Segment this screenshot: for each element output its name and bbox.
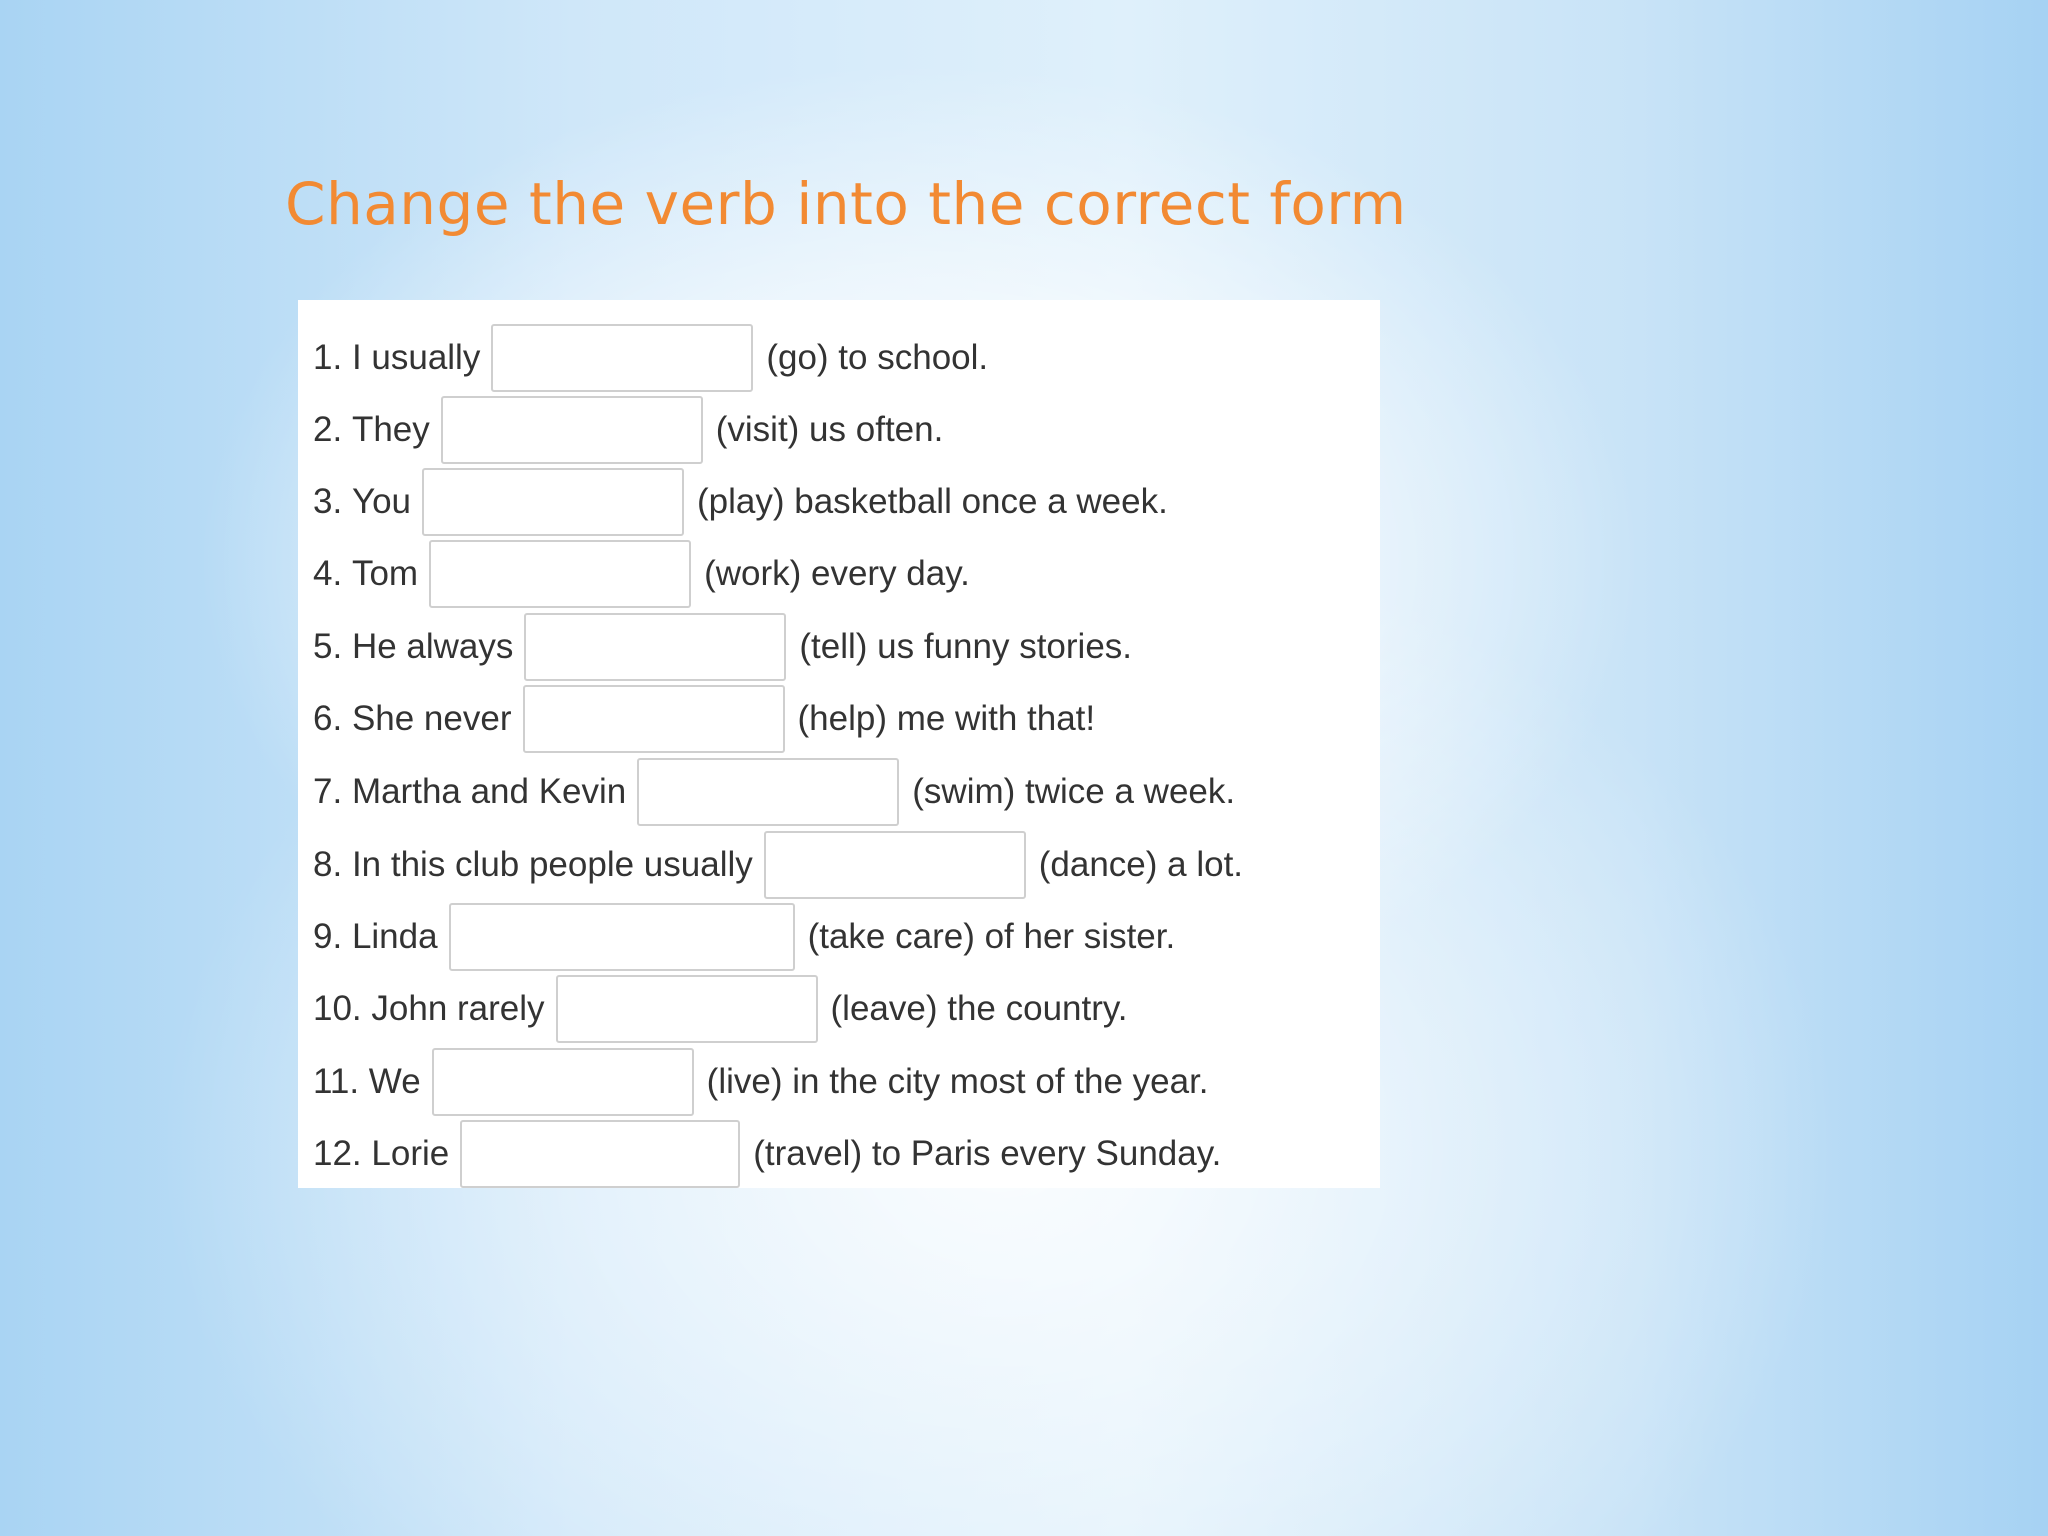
item-prefix: In this club people usually bbox=[351, 845, 753, 884]
item-suffix: (dance) a lot. bbox=[1038, 845, 1244, 884]
item-number: 2. bbox=[313, 410, 343, 449]
item-suffix: (travel) to Paris every Sunday. bbox=[753, 1134, 1222, 1173]
item-prefix: You bbox=[351, 482, 411, 521]
exercise-item-10 bbox=[313, 976, 1128, 1042]
item-number: 7. bbox=[313, 772, 343, 811]
exercise-item-5 bbox=[313, 614, 1132, 680]
answer-input-5[interactable] bbox=[524, 613, 786, 681]
exercise-item-2 bbox=[313, 397, 943, 463]
item-number: 3. bbox=[313, 482, 343, 521]
item-prefix: Lorie bbox=[371, 1134, 450, 1173]
item-prefix: We bbox=[368, 1062, 421, 1101]
exercise-item-7 bbox=[313, 759, 1235, 825]
item-suffix: (visit) us often. bbox=[715, 410, 944, 449]
item-number: 12. bbox=[313, 1134, 362, 1173]
item-number: 8. bbox=[313, 845, 343, 884]
item-prefix: She never bbox=[351, 699, 512, 738]
exercise-panel bbox=[298, 300, 1380, 1188]
answer-input-8[interactable] bbox=[764, 831, 1026, 899]
item-suffix: (leave) the country. bbox=[830, 989, 1128, 1028]
item-number: 6. bbox=[313, 699, 343, 738]
exercise-item-3 bbox=[313, 469, 1168, 535]
item-number: 10. bbox=[313, 989, 362, 1028]
answer-input-10[interactable] bbox=[556, 975, 818, 1043]
item-number: 4. bbox=[313, 554, 343, 593]
item-suffix: (play) basketball once a week. bbox=[697, 482, 1168, 521]
answer-input-2[interactable] bbox=[441, 396, 703, 464]
item-suffix: (go) to school. bbox=[766, 338, 989, 377]
item-number: 11. bbox=[313, 1062, 360, 1101]
exercise-item-1 bbox=[313, 325, 988, 391]
answer-input-7[interactable] bbox=[637, 758, 899, 826]
exercise-item-11 bbox=[313, 1049, 1209, 1115]
item-prefix: Tom bbox=[351, 554, 419, 593]
item-prefix: Martha and Kevin bbox=[351, 772, 627, 811]
item-suffix: (tell) us funny stories. bbox=[799, 627, 1133, 666]
item-prefix: They bbox=[351, 410, 430, 449]
item-prefix: He always bbox=[351, 627, 514, 666]
item-prefix: Linda bbox=[351, 917, 438, 956]
exercise-item-6 bbox=[313, 686, 1095, 752]
answer-input-1[interactable] bbox=[491, 324, 753, 392]
item-suffix: (take care) of her sister. bbox=[807, 917, 1176, 956]
exercise-item-9 bbox=[313, 904, 1175, 970]
answer-input-4[interactable] bbox=[429, 540, 691, 608]
answer-input-6[interactable] bbox=[523, 685, 785, 753]
answer-input-12[interactable] bbox=[460, 1120, 740, 1188]
item-suffix: (help) me with that! bbox=[797, 699, 1096, 738]
answer-input-11[interactable] bbox=[432, 1048, 694, 1116]
item-suffix: (swim) twice a week. bbox=[912, 772, 1236, 811]
item-prefix: I usually bbox=[351, 338, 481, 377]
item-suffix: (work) every day. bbox=[704, 554, 970, 593]
item-number: 1. bbox=[313, 338, 343, 377]
exercise-item-12 bbox=[313, 1121, 1221, 1187]
item-suffix: (live) in the city most of the year. bbox=[706, 1062, 1209, 1101]
slide-title: Change the verb into the correct form bbox=[285, 170, 1407, 238]
item-prefix: John rarely bbox=[371, 989, 545, 1028]
item-number: 9. bbox=[313, 917, 343, 956]
exercise-item-4 bbox=[313, 541, 970, 607]
answer-input-9[interactable] bbox=[449, 903, 795, 971]
answer-input-3[interactable] bbox=[422, 468, 684, 536]
item-number: 5. bbox=[313, 627, 343, 666]
exercise-item-8 bbox=[313, 832, 1243, 898]
